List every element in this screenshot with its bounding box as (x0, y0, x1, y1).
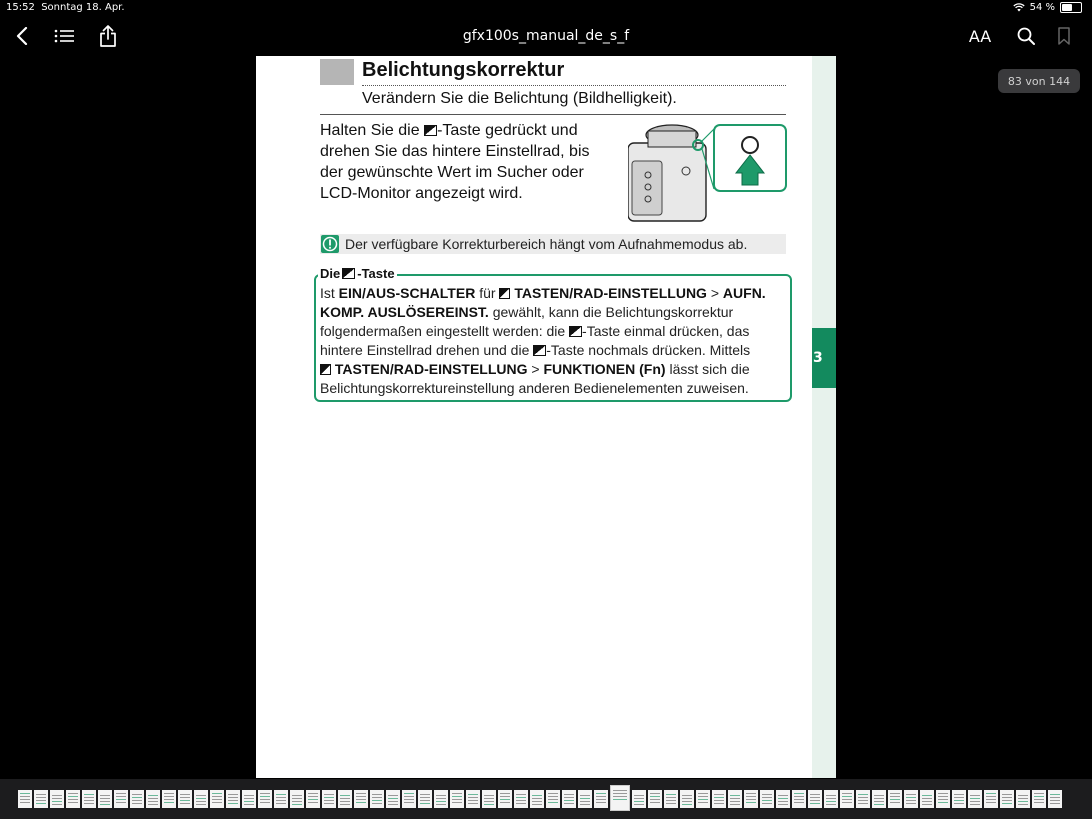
thumbnail-row (18, 790, 1062, 811)
page-counter: 83 von 144 (998, 69, 1080, 93)
page-thumbnail-strip[interactable] (0, 779, 1092, 819)
page-thumbnail[interactable] (856, 790, 870, 808)
page-thumbnail[interactable] (1016, 790, 1030, 808)
page-thumbnail[interactable] (178, 790, 192, 808)
battery-fill (1062, 4, 1072, 11)
page-thumbnail[interactable] (936, 790, 950, 808)
page-thumbnail[interactable] (1032, 790, 1046, 808)
page-thumbnail[interactable] (632, 790, 646, 808)
page-thumbnail[interactable] (530, 790, 544, 808)
heading-marker (320, 59, 354, 85)
page-thumbnail[interactable] (290, 790, 304, 808)
info-text: -Taste nochmals drücken. Mittels (546, 342, 751, 358)
page-thumbnail[interactable] (306, 790, 320, 808)
battery-icon (1060, 2, 1082, 13)
page-thumbnail[interactable] (354, 790, 368, 808)
info-text: > (706, 285, 723, 301)
page-thumbnail[interactable] (968, 790, 982, 808)
document-page[interactable] (256, 56, 812, 778)
page-thumbnail[interactable] (760, 790, 774, 808)
search-button[interactable] (1014, 20, 1038, 52)
page-thumbnail[interactable] (808, 790, 822, 808)
page-thumbnail[interactable] (776, 790, 790, 808)
note-text: Der verfügbare Korrekturbereich hängt vom Aufnahmemodus ab. (345, 236, 748, 252)
page-thumbnail[interactable] (984, 790, 998, 808)
page-thumbnail[interactable] (18, 790, 32, 808)
page-thumbnail[interactable] (162, 790, 176, 808)
page-thumbnail[interactable] (696, 790, 710, 808)
info-box-title-end: -Taste (357, 266, 395, 281)
info-text: gewählt, kann die Belichtungskorrektur folgendermaßen eingestellt werden: die (320, 304, 734, 339)
bookmark-button[interactable] (1054, 20, 1074, 52)
info-text: -Taste einmal drücken, das hintere Einstellrad drehen und die (320, 323, 750, 358)
page-thumbnail[interactable] (872, 790, 886, 808)
info-text: Ist (320, 285, 339, 301)
page-thumbnail[interactable] (578, 790, 592, 808)
info-keyword: FUNKTIONEN (Fn) (543, 361, 666, 377)
status-date: Sonntag 18. Apr. (41, 2, 125, 13)
page-thumbnail[interactable] (664, 790, 678, 808)
status-bar (0, 0, 1092, 16)
text-size-icon: AA (968, 26, 992, 46)
info-box-title-start: Die (320, 266, 341, 281)
wifi-icon (1013, 3, 1025, 12)
thumbnail-current-page[interactable] (610, 785, 630, 811)
bookmark-icon (1058, 27, 1070, 45)
page-thumbnail[interactable] (114, 790, 128, 808)
instruction-text-end: -Taste gedrückt und drehen Sie das hintere Einstellrad, bis der gewünschte Wert im Sucher oder LCD-Monitor angezeigt wird. (320, 122, 590, 202)
page-thumbnail[interactable] (920, 790, 934, 808)
instruction-text-start: Halten Sie die (320, 122, 425, 139)
caution-icon (321, 235, 339, 253)
section-heading: Belichtungskorrektur (362, 59, 565, 81)
exposure-compensation-icon (569, 326, 582, 337)
page-thumbnail[interactable] (466, 790, 480, 808)
info-box-title (318, 266, 397, 281)
page-thumbnail[interactable] (258, 790, 272, 808)
reader-toolbar (0, 16, 1092, 56)
info-keyword: AUFN. KOMP. AUSLÖSEREINST. (320, 285, 766, 320)
page-thumbnail[interactable] (146, 790, 160, 808)
section-subtitle: Verändern Sie die Belichtung (Bildhelligkeit). (362, 90, 677, 107)
info-keyword: EIN/AUS-SCHALTER (338, 285, 476, 301)
status-time: 15:52 (6, 2, 35, 13)
page-thumbnail[interactable] (1048, 790, 1062, 808)
page-thumbnail[interactable] (648, 790, 662, 808)
info-text: lässt sich die Belichtungskorrektureinstellung anderen Bedienelementen zuweisen. (320, 361, 750, 396)
page-thumbnail[interactable] (386, 790, 400, 808)
page-thumbnail[interactable] (130, 790, 144, 808)
note-banner (320, 234, 786, 254)
exposure-compensation-icon (533, 345, 546, 356)
page-thumbnail[interactable] (498, 790, 512, 808)
page-thumbnail[interactable] (34, 790, 48, 808)
page-thumbnail[interactable] (322, 790, 336, 808)
heading-rule (320, 114, 786, 115)
status-time-date (6, 2, 125, 13)
battery-percent: 54 % (1029, 2, 1055, 13)
page-thumbnail[interactable] (562, 790, 576, 808)
page-thumbnail[interactable] (418, 790, 432, 808)
page-thumbnail[interactable] (450, 790, 464, 808)
exposure-compensation-icon (342, 268, 355, 279)
page-thumbnail[interactable] (274, 790, 288, 808)
page-thumbnail[interactable] (546, 790, 560, 808)
chapter-tab[interactable]: 3 (812, 328, 836, 388)
document-title: gfx100s_manual_de_s_f (462, 28, 630, 44)
page-thumbnail[interactable] (728, 790, 742, 808)
instruction-text (320, 120, 610, 204)
page-thumbnail[interactable] (792, 790, 806, 808)
page-thumbnail[interactable] (370, 790, 384, 808)
page-thumbnail[interactable] (952, 790, 966, 808)
page-thumbnail[interactable] (680, 790, 694, 808)
page-thumbnail[interactable] (226, 790, 240, 808)
page-thumbnail[interactable] (904, 790, 918, 808)
status-right (1013, 2, 1082, 13)
page-thumbnail[interactable] (434, 790, 448, 808)
page-thumbnail[interactable] (482, 790, 496, 808)
page-edge (812, 56, 836, 778)
page-thumbnail[interactable] (338, 790, 352, 808)
camera-illustration (628, 121, 788, 223)
info-keyword: TASTEN/RAD-EINSTELLUNG (514, 285, 707, 301)
info-keyword: TASTEN/RAD-EINSTELLUNG (334, 361, 528, 377)
info-box-text (320, 284, 790, 398)
page-thumbnail[interactable] (210, 790, 224, 808)
page-thumbnail[interactable] (514, 790, 528, 808)
search-icon (1017, 27, 1035, 45)
exposure-compensation-icon (424, 125, 437, 136)
page-thumbnail[interactable] (744, 790, 758, 808)
page-thumbnail[interactable] (594, 790, 608, 808)
page-thumbnail[interactable] (194, 790, 208, 808)
page-thumbnail[interactable] (98, 790, 112, 808)
page-thumbnail[interactable] (50, 790, 64, 808)
page-thumbnail[interactable] (402, 790, 416, 808)
page-thumbnail[interactable] (242, 790, 256, 808)
page-thumbnail[interactable] (840, 790, 854, 808)
text-size-button[interactable] (966, 20, 994, 52)
info-text: für (475, 285, 500, 301)
function-icon (320, 364, 331, 375)
page-thumbnail[interactable] (66, 790, 80, 808)
page-thumbnail[interactable] (712, 790, 726, 808)
page-thumbnail[interactable] (1000, 790, 1014, 808)
page-thumbnail[interactable] (82, 790, 96, 808)
function-icon (499, 288, 510, 299)
info-text: > (527, 361, 544, 377)
heading-dotted-rule (362, 85, 786, 86)
page-thumbnail[interactable] (888, 790, 902, 808)
page-thumbnail[interactable] (824, 790, 838, 808)
